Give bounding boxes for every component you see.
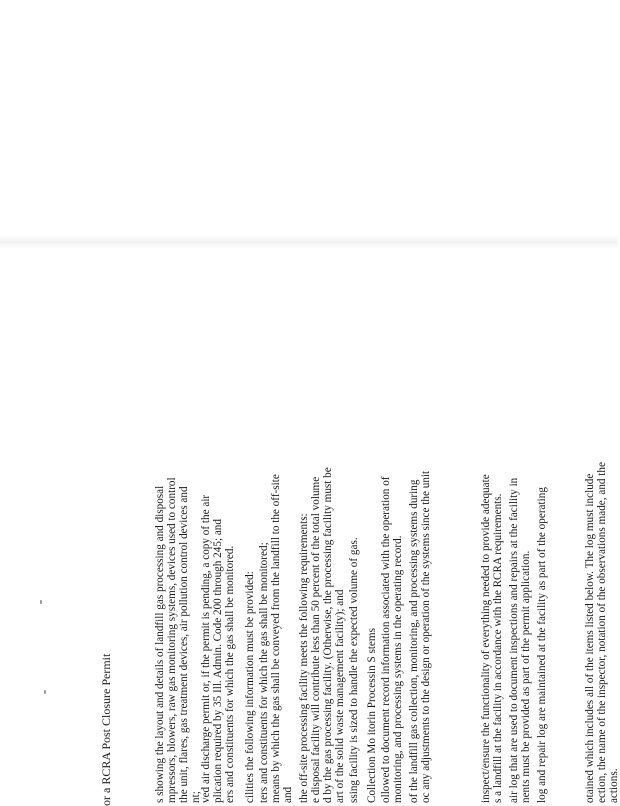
text-line: ssing facility is sized to handle the expected volume of gas. (348, 537, 360, 803)
section-heading: Collection Mo itorin Processin S stems (366, 628, 378, 803)
text-line: ollowed to document record information associated with the operation of (380, 476, 392, 803)
text-line: log and repair log are maintained at the facility as part of the operating (536, 487, 548, 803)
text-line: cilities the following information must be provided: (244, 571, 256, 803)
text-line: actions. (608, 768, 620, 803)
text-line: otained which includes all of the items listed below. The log must include (584, 473, 596, 803)
text-line: ters and constituents for which the gas shall be monitored; (258, 542, 270, 803)
text-line: and (282, 786, 294, 803)
text-line: ection, the name of the inspector, notation of the observations made, and the (596, 462, 608, 803)
text-line: monitoring, and processing systems in the operating record. (392, 535, 404, 803)
text-line: d by the gas processing facility. (Otherwise, the processing facility must be (322, 467, 334, 803)
text-line: s a landfill at the facility in accordance with the RCRA requirements. (492, 493, 504, 803)
text-line: ers and constituents for which the gas shall be monitored. (224, 545, 236, 803)
text-line: inspect/ensure the functionality of everything needed to provide adequate (480, 474, 492, 803)
text-line: plication required by 35 Ill. Admin. Code 200 through 245; and (212, 519, 224, 803)
text-line: nents must be provided as part of the permit application. (520, 550, 532, 803)
scan-speck (44, 690, 46, 694)
text-line: the unit, flares, gas treatment devices, air pollution control devices and (178, 486, 190, 803)
text-line: e disposal facility will contribute less than 50 percent of the total volume (310, 476, 322, 803)
text-line: ved air discharge permit or, if the permit is pending, a copy of the air (200, 494, 212, 803)
page-title: or a RCRA Post Closure Permit (99, 653, 113, 806)
page-fold-shadow (0, 235, 618, 249)
text-line: of the landfill gas collection, monitoring, and processing systems during (408, 479, 420, 803)
blank-margin (0, 0, 618, 243)
text-line: s showing the layout and details of landfill gas processing and disposal (154, 485, 166, 803)
scan-speck (40, 600, 42, 604)
text-line: means by which the gas shall be conveyed from the landfill to the off-site (270, 474, 282, 803)
text-line: mpressors, blowers, raw gas monitoring systems, devices used to control (166, 477, 178, 803)
text-line: art of the solid waste management facility); and (334, 589, 346, 803)
text-line: the off-site processing facility meets the following requirements: (298, 513, 310, 803)
text-line: oc any adjustments to the design or operation of the systems since the unit (420, 470, 432, 803)
text-line: nt; (190, 791, 202, 803)
text-line: air log that are used to document inspections and repairs at the facility in (508, 477, 520, 803)
